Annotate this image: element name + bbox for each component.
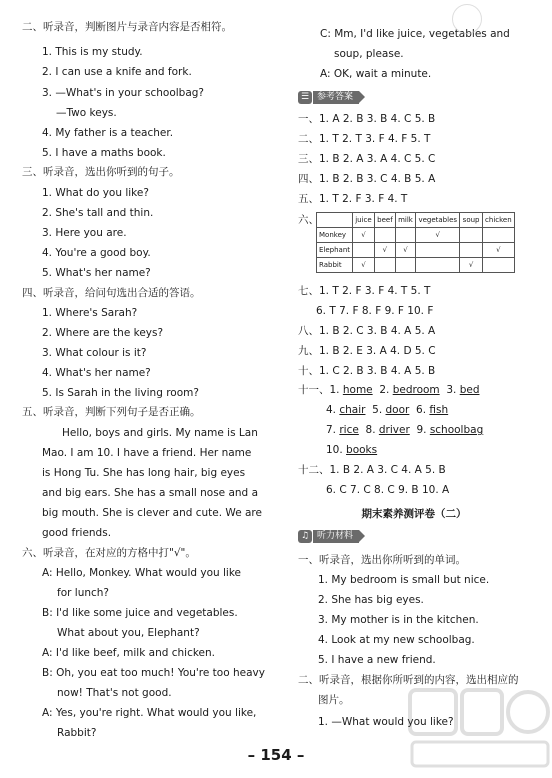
list-item: 4. You're a good boy. — [42, 247, 151, 259]
dialog-line: C: Mm, I'd like juice, vegetables and — [320, 28, 510, 40]
answer-key-icon: ☰ — [298, 91, 312, 104]
table-header-row: juice beef milk vegetables soup chicken — [317, 213, 515, 228]
list-item: —Two keys. — [56, 107, 117, 119]
answer-word: bedroom — [392, 384, 440, 396]
paragraph-line: is Hong Tu. She has long hair, big eyes — [42, 467, 246, 479]
paragraph-line: and big ears. She has a small nose and a — [42, 487, 258, 499]
answer-11-line: 4. chair 5. door 6. fish — [326, 404, 449, 416]
dialog-line: B: Oh, you eat too much! You're too heavy — [42, 667, 265, 679]
paragraph-line: big mouth. She is clever and cute. We are — [42, 507, 262, 519]
stamp-icon — [452, 4, 482, 34]
list-item: 4. Look at my new schoolbag. — [318, 634, 475, 646]
list-item: 1. My bedroom is small but nice. — [318, 574, 490, 586]
answer-line: 八、1. B 2. C 3. B 4. A 5. A — [298, 325, 436, 337]
list-item: 3. My mother is in the kitchen. — [318, 614, 479, 626]
answer-word: fish — [429, 404, 449, 416]
banner-label: 参考答案 — [313, 91, 359, 104]
answer-word: schoolbag — [429, 424, 484, 436]
answer-11-line: 10. books — [326, 444, 378, 456]
dialog-line: A: Hello, Monkey. What would you like — [42, 567, 242, 579]
list-item: 4. My father is a teacher. — [42, 127, 174, 139]
paragraph-line: Hello, boys and girls. My name is Lan — [62, 427, 258, 439]
dialog-line: A: OK, wait a minute. — [320, 68, 432, 80]
answer-word: home — [342, 384, 373, 396]
section-2-title: 二、听录音，判断图片与录音内容是否相符。 — [22, 21, 232, 33]
section-4-title: 四、听录音，给问句选出合适的答语。 — [22, 287, 201, 299]
list-item: 5. I have a maths book. — [42, 147, 166, 159]
list-item: 5. What's her name? — [42, 267, 151, 279]
section-1-title: 一、听录音，选出你所听到的单词。 — [298, 554, 466, 566]
answer-line: 九、1. B 2. E 3. A 4. D 5. C — [298, 345, 436, 357]
answer-line: 6. C 7. C 8. C 9. B 10. A — [326, 484, 450, 496]
answer-line: 6. T 7. F 8. F 9. F 10. F — [316, 305, 434, 317]
dialog-line: What about you, Elephant? — [57, 627, 200, 639]
list-item: 3. —What's in your schoolbag? — [42, 87, 204, 99]
answer-11-line: 7. rice 8. driver 9. schoolbag — [326, 424, 484, 436]
dialog-line: now! That's not good. — [57, 687, 172, 699]
answer-word: driver — [378, 424, 410, 436]
answer-line: 四、1. B 2. B 3. C 4. B 5. A — [298, 173, 436, 185]
list-item: 3. What colour is it? — [42, 347, 147, 359]
list-item: 5. I have a new friend. — [318, 654, 436, 666]
list-item: 2. I can use a knife and fork. — [42, 66, 192, 78]
list-item: 4. What's her name? — [42, 367, 151, 379]
section-2-title-cont: 图片。 — [318, 694, 350, 706]
section-3-title: 三、听录音，选出你听到的句子。 — [22, 166, 180, 178]
dialog-line: B: I'd like some juice and vegetables. — [42, 607, 238, 619]
answer-line: 五、1. T 2. F 3. F 4. T — [298, 193, 408, 205]
paragraph-line: good friends. — [42, 527, 112, 539]
answer-6-label: 六、 — [298, 214, 319, 226]
listening-banner — [298, 529, 365, 543]
dialog-line: Rabbit? — [57, 727, 97, 739]
section-2-title: 二、听录音，根据你所听到的内容，选出相应的 — [298, 674, 519, 686]
answer-line: 二、1. T 2. T 3. F 4. F 5. T — [298, 133, 431, 145]
list-item: 2. She has big eyes. — [318, 594, 424, 606]
table-row: Monkey √ √ — [317, 228, 515, 243]
paragraph-line: Mao. I am 10. I have a friend. Her name — [42, 447, 252, 459]
answer-word: door — [385, 404, 410, 416]
dialog-line: for lunch? — [57, 587, 110, 599]
list-item: 1. Where's Sarah? — [42, 307, 138, 319]
answer-line: 十、1. C 2. B 3. B 4. A 5. B — [298, 365, 436, 377]
exam-title: 期末素养测评卷（二） — [361, 508, 467, 520]
answer-key-banner — [298, 90, 365, 104]
section-5-title: 五、听录音，判断下列句子是否正确。 — [22, 406, 201, 418]
table-row: Elephant √ √ √ — [317, 243, 515, 258]
headphones-icon: ♫ — [298, 530, 312, 543]
answer-line: 一、1. A 2. B 3. B 4. C 5. B — [298, 113, 436, 125]
table-row: Rabbit √ √ — [317, 258, 515, 273]
list-item: 1. What do you like? — [42, 187, 149, 199]
page-number: – 154 – — [247, 746, 305, 764]
dialog-line: soup, please. — [334, 48, 404, 60]
answer-line: 三、1. B 2. A 3. A 4. C 5. C — [298, 153, 436, 165]
answer-line: 七、1. T 2. F 3. F 4. T 5. T — [298, 285, 431, 297]
list-item: 2. She's tall and thin. — [42, 207, 154, 219]
answer-word: bed — [459, 384, 480, 396]
answer-table — [316, 212, 515, 273]
list-item: 1. This is my study. — [42, 46, 143, 58]
answer-word: books — [346, 444, 378, 456]
answer-11-line: 十一、1. home 2. bedroom 3. bed — [298, 384, 480, 396]
list-item: 1. —What would you like? — [318, 716, 454, 728]
list-item: 5. Is Sarah in the living room? — [42, 387, 199, 399]
answer-word: chair — [339, 404, 366, 416]
list-item: 3. Here you are. — [42, 227, 127, 239]
dialog-line: A: Yes, you're right. What would you like, — [42, 707, 257, 719]
list-item: 2. Where are the keys? — [42, 327, 164, 339]
dialog-line: A: I'd like beef, milk and chicken. — [42, 647, 216, 659]
section-6-title: 六、听录音，在对应的方格中打"√"。 — [22, 547, 196, 559]
answer-word: rice — [339, 424, 359, 436]
banner-label: 听力材料 — [313, 530, 359, 543]
answer-line: 十二、1. B 2. A 3. C 4. A 5. B — [298, 464, 446, 476]
